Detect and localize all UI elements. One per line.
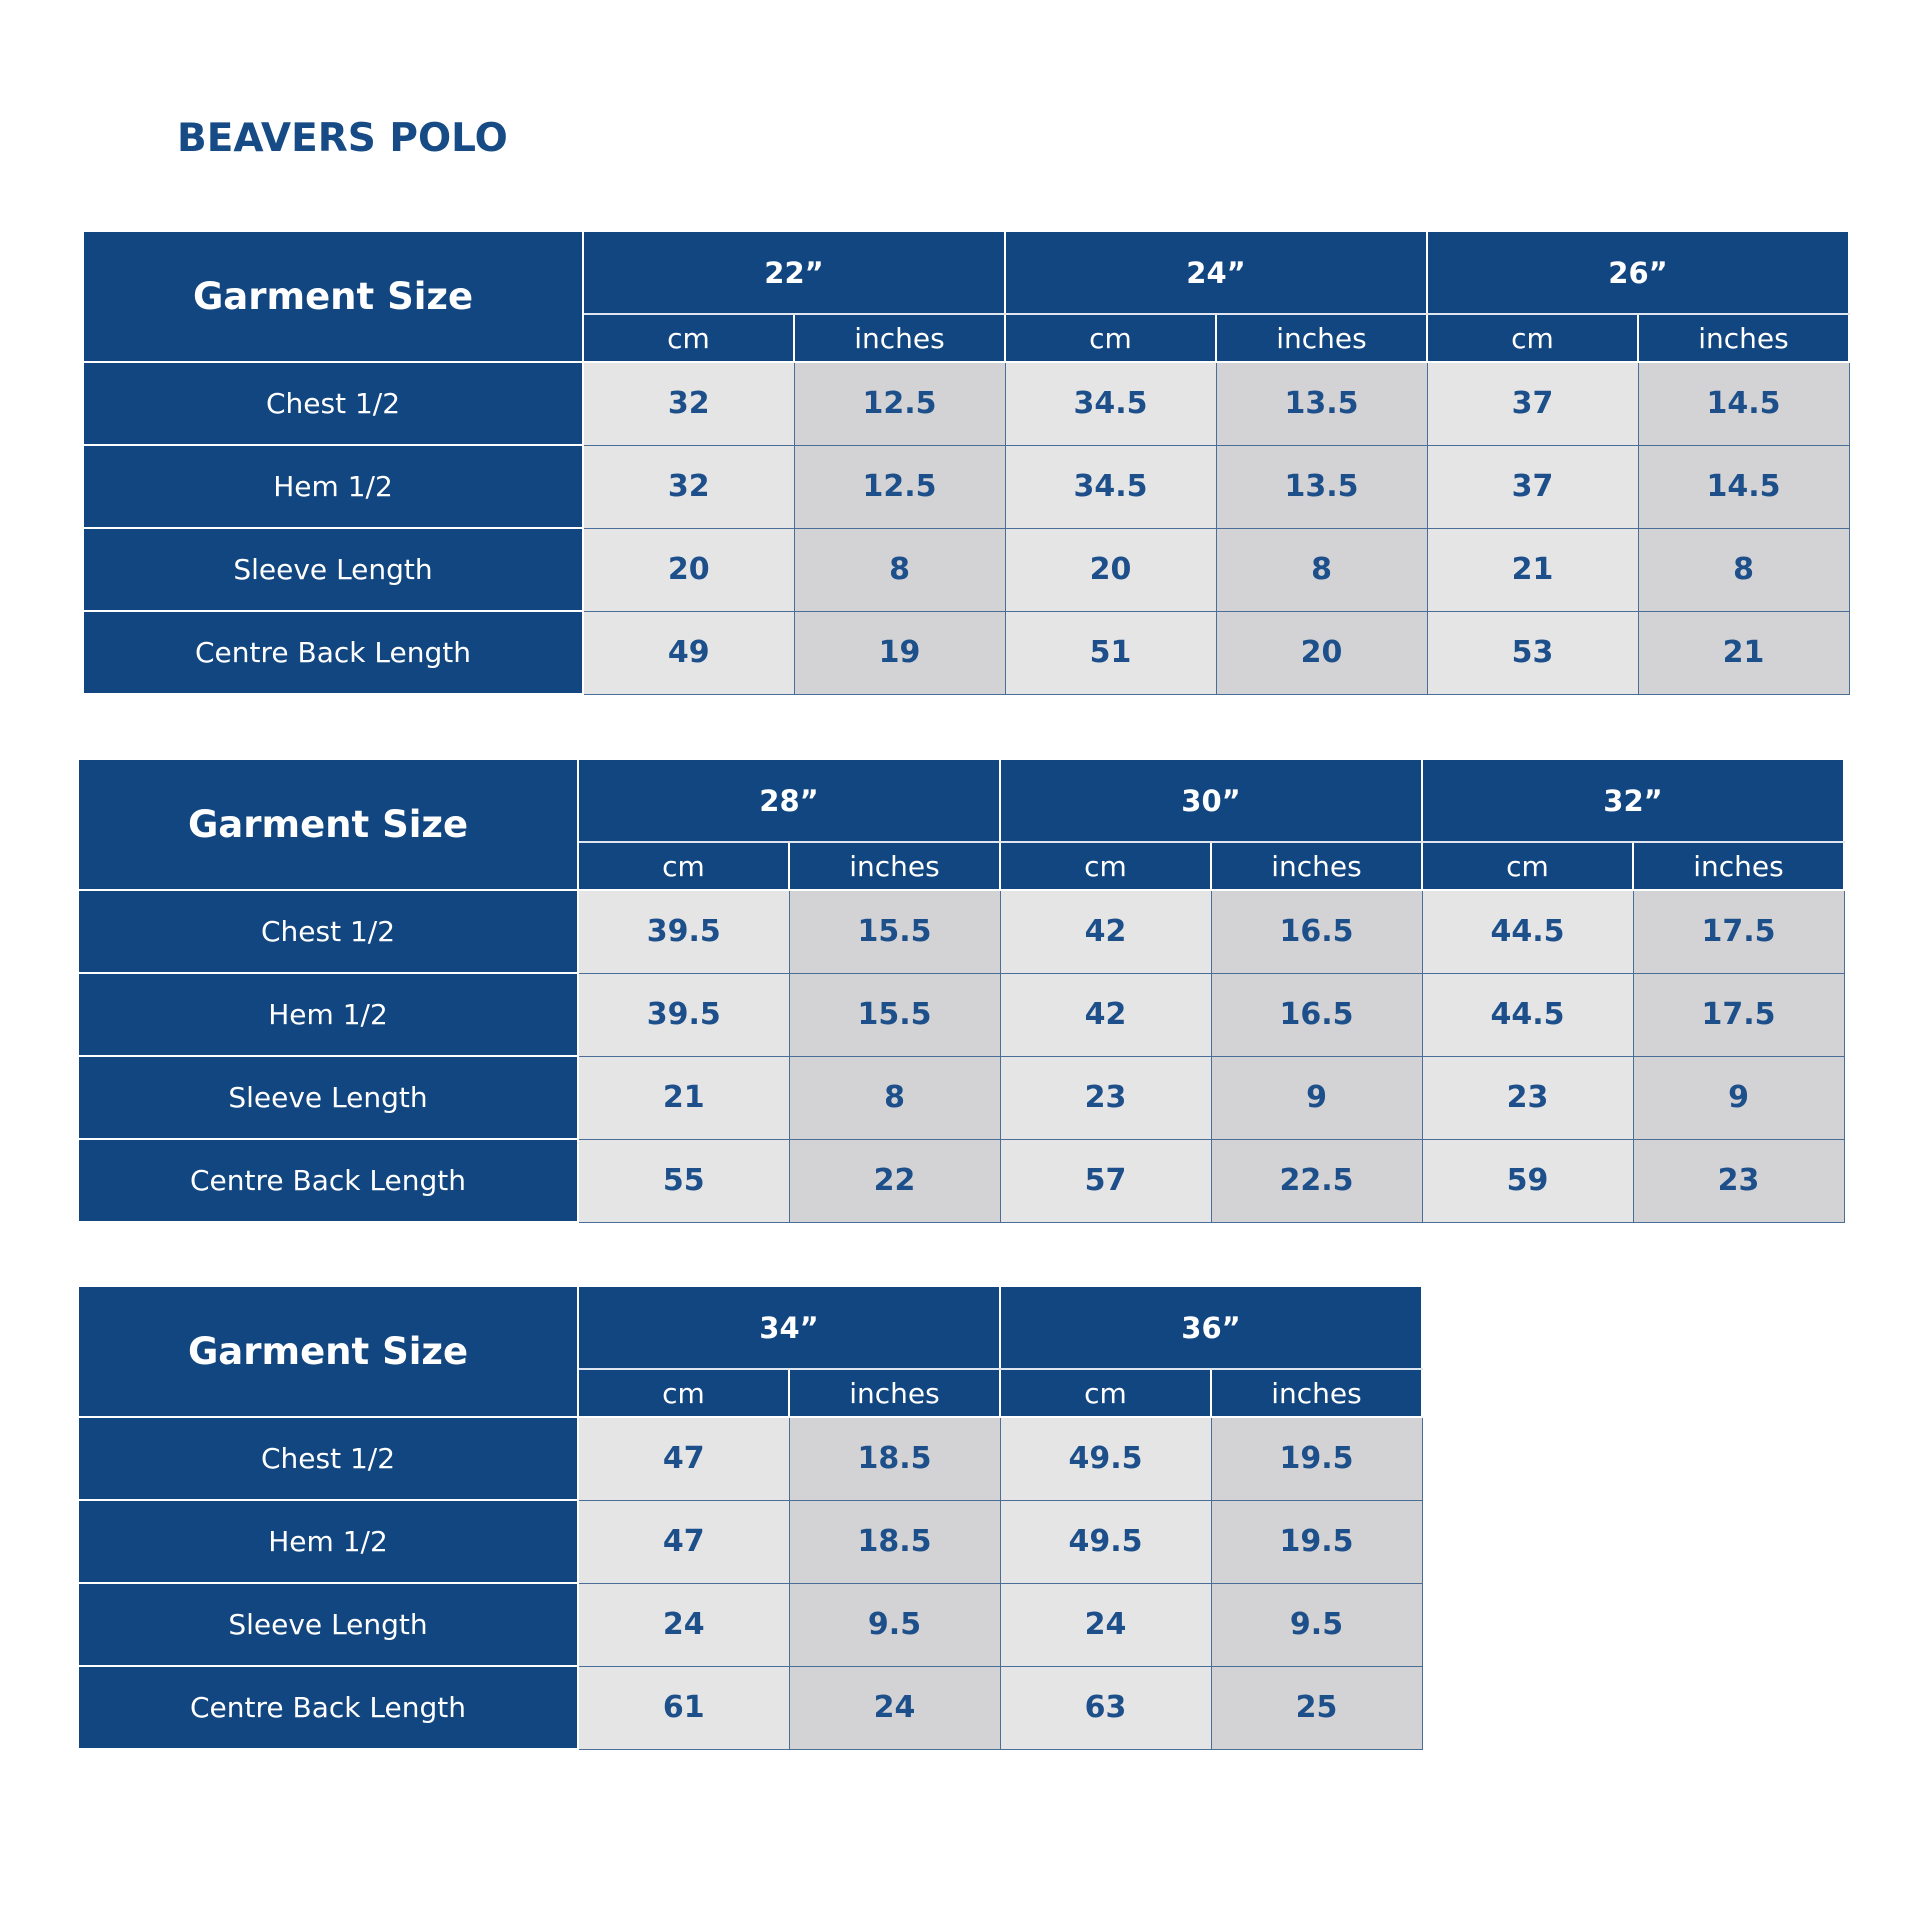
table-row — [78, 1417, 1422, 1500]
value-cm: 63 — [1000, 1666, 1211, 1749]
value-cm: 53 — [1427, 611, 1638, 694]
header-row — [78, 759, 1844, 842]
value-inches: 19.5 — [1211, 1417, 1422, 1500]
value-cm: 49.5 — [1000, 1500, 1211, 1583]
table-row — [78, 1056, 1844, 1139]
size-column-header: 32” — [1422, 759, 1844, 842]
value-cm: 24 — [578, 1583, 789, 1666]
size-column-header: 26” — [1427, 231, 1849, 314]
value-inches: 15.5 — [789, 890, 1000, 973]
value-inches: 15.5 — [789, 973, 1000, 1056]
value-inches: 21 — [1638, 611, 1849, 694]
unit-header-cm: cm — [578, 842, 789, 890]
value-inches: 12.5 — [794, 445, 1005, 528]
measurement-label: Chest 1/2 — [78, 1417, 578, 1500]
value-cm: 32 — [583, 445, 794, 528]
value-cm: 20 — [1005, 528, 1216, 611]
value-cm: 49.5 — [1000, 1417, 1211, 1500]
measurement-label: Centre Back Length — [78, 1139, 578, 1222]
value-cm: 34.5 — [1005, 445, 1216, 528]
value-inches: 8 — [1638, 528, 1849, 611]
value-inches: 20 — [1216, 611, 1427, 694]
value-cm: 34.5 — [1005, 362, 1216, 445]
value-cm: 44.5 — [1422, 973, 1633, 1056]
value-cm: 39.5 — [578, 973, 789, 1056]
unit-header-inches: inches — [1216, 314, 1427, 362]
measurement-label: Centre Back Length — [78, 1666, 578, 1749]
measurement-label: Chest 1/2 — [83, 362, 583, 445]
value-inches: 19.5 — [1211, 1500, 1422, 1583]
garment-size-header: Garment Size — [78, 1286, 578, 1417]
value-inches: 13.5 — [1216, 445, 1427, 528]
value-cm: 44.5 — [1422, 890, 1633, 973]
garment-size-header: Garment Size — [78, 759, 578, 890]
value-cm: 32 — [583, 362, 794, 445]
value-cm: 59 — [1422, 1139, 1633, 1222]
size-column-header: 30” — [1000, 759, 1422, 842]
size-column-header: 22” — [583, 231, 1005, 314]
page-title: BEAVERS POLO — [177, 116, 508, 161]
value-inches: 13.5 — [1216, 362, 1427, 445]
value-cm: 24 — [1000, 1583, 1211, 1666]
value-inches: 16.5 — [1211, 890, 1422, 973]
unit-header-inches: inches — [1633, 842, 1844, 890]
table-row — [83, 611, 1849, 694]
measurement-label: Sleeve Length — [83, 528, 583, 611]
unit-header-cm: cm — [578, 1369, 789, 1417]
table-row — [78, 1666, 1422, 1749]
value-inches: 19 — [794, 611, 1005, 694]
value-inches: 12.5 — [794, 362, 1005, 445]
value-inches: 8 — [789, 1056, 1000, 1139]
value-cm: 37 — [1427, 445, 1638, 528]
value-cm: 21 — [578, 1056, 789, 1139]
table-row — [83, 528, 1849, 611]
garment-size-header: Garment Size — [83, 231, 583, 362]
size-column-header: 36” — [1000, 1286, 1422, 1369]
value-inches: 16.5 — [1211, 973, 1422, 1056]
unit-header-cm: cm — [1005, 314, 1216, 362]
value-inches: 22 — [789, 1139, 1000, 1222]
value-inches: 25 — [1211, 1666, 1422, 1749]
unit-header-cm: cm — [1427, 314, 1638, 362]
value-inches: 24 — [789, 1666, 1000, 1749]
measurement-label: Hem 1/2 — [78, 973, 578, 1056]
value-inches: 17.5 — [1633, 890, 1844, 973]
value-cm: 51 — [1005, 611, 1216, 694]
size-column-header: 28” — [578, 759, 1000, 842]
value-cm: 37 — [1427, 362, 1638, 445]
measurement-label: Hem 1/2 — [78, 1500, 578, 1583]
value-cm: 61 — [578, 1666, 789, 1749]
value-cm: 49 — [583, 611, 794, 694]
unit-header-cm: cm — [1000, 842, 1211, 890]
value-cm: 47 — [578, 1417, 789, 1500]
table-row — [83, 445, 1849, 528]
size-table-2 — [77, 758, 1845, 1223]
table-row — [78, 973, 1844, 1056]
unit-header-inches: inches — [789, 1369, 1000, 1417]
value-inches: 23 — [1633, 1139, 1844, 1222]
unit-header-cm: cm — [583, 314, 794, 362]
header-row — [78, 1286, 1422, 1369]
value-inches: 8 — [794, 528, 1005, 611]
value-cm: 57 — [1000, 1139, 1211, 1222]
value-cm: 42 — [1000, 890, 1211, 973]
value-inches: 18.5 — [789, 1500, 1000, 1583]
value-inches: 17.5 — [1633, 973, 1844, 1056]
value-cm: 47 — [578, 1500, 789, 1583]
size-table-3 — [77, 1285, 1423, 1750]
unit-header-inches: inches — [789, 842, 1000, 890]
table-row — [78, 1139, 1844, 1222]
unit-header-inches: inches — [1211, 1369, 1422, 1417]
table-row — [78, 1583, 1422, 1666]
value-inches: 9.5 — [789, 1583, 1000, 1666]
value-cm: 55 — [578, 1139, 789, 1222]
value-inches: 18.5 — [789, 1417, 1000, 1500]
measurement-label: Hem 1/2 — [83, 445, 583, 528]
size-table-1 — [82, 230, 1850, 695]
value-cm: 42 — [1000, 973, 1211, 1056]
table-row — [78, 890, 1844, 973]
value-cm: 21 — [1427, 528, 1638, 611]
measurement-label: Chest 1/2 — [78, 890, 578, 973]
value-inches: 22.5 — [1211, 1139, 1422, 1222]
value-cm: 23 — [1000, 1056, 1211, 1139]
measurement-label: Centre Back Length — [83, 611, 583, 694]
unit-header-cm: cm — [1000, 1369, 1211, 1417]
value-cm: 23 — [1422, 1056, 1633, 1139]
value-cm: 20 — [583, 528, 794, 611]
header-row — [83, 231, 1849, 314]
value-cm: 39.5 — [578, 890, 789, 973]
value-inches: 9.5 — [1211, 1583, 1422, 1666]
value-inches: 14.5 — [1638, 362, 1849, 445]
unit-header-inches: inches — [794, 314, 1005, 362]
measurement-label: Sleeve Length — [78, 1583, 578, 1666]
value-inches: 9 — [1633, 1056, 1844, 1139]
size-column-header: 24” — [1005, 231, 1427, 314]
value-inches: 8 — [1216, 528, 1427, 611]
value-inches: 9 — [1211, 1056, 1422, 1139]
table-row — [78, 1500, 1422, 1583]
table-row — [83, 362, 1849, 445]
value-inches: 14.5 — [1638, 445, 1849, 528]
measurement-label: Sleeve Length — [78, 1056, 578, 1139]
unit-header-inches: inches — [1211, 842, 1422, 890]
size-column-header: 34” — [578, 1286, 1000, 1369]
unit-header-cm: cm — [1422, 842, 1633, 890]
unit-header-inches: inches — [1638, 314, 1849, 362]
